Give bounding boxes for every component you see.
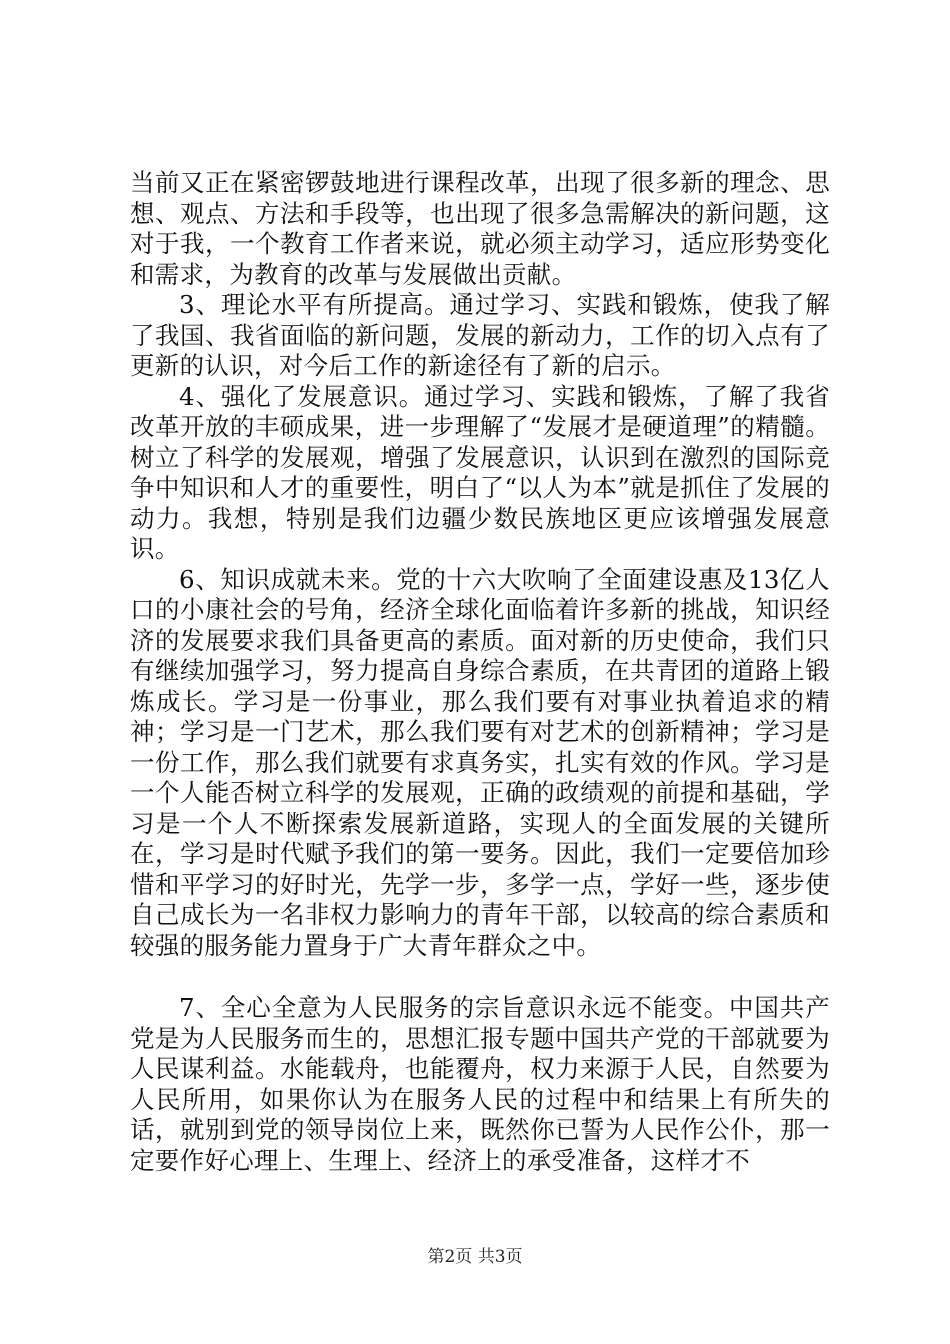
paragraph-3-theory-level: 3、理论水平有所提高。通过学习、实践和锻炼，使我了解了我国、我省面临的新问题，发展的新动力，工作的切入点有了更新的认识，对今后工作的新途径有了新的启示。 xyxy=(130,290,830,380)
paragraph-continuation: 当前又正在紧密锣鼓地进行课程改革，出现了很多新的理念、思想、观点、方法和手段等，也出现了很多急需解决的新问题，这对于我，一个教育工作者来说，就必须主动学习，适应形势变化和需求，为教育的改革与发展做出贡献。 xyxy=(130,168,830,289)
paragraph-6-knowledge-future: 6、知识成就未来。党的十六大吹响了全面建设惠及13亿人口的小康社会的号角，经济全球化面临着许多新的挑战，知识经济的发展要求我们具备更高的素质。面对新的历史使命，我们只有继续加强学习，努力提高自身综合素质，在共青团的道路上锻炼成长。学习是一份事业，那么我们要有对事业执着追求的精神；学习是一门艺术，那么我们要有对艺术的创新精神；学习是一份工作，那么我们就要有求真务实，扎实有效的作风。学习是一个人能否树立科学的发展观，正确的政绩观的前提和基础，学习是一个人不断探索发展新道路，实现人的全面发展的关键所在，学习是时代赋予我们的第一要务。因此，我们一定要倍加珍惜和平学习的好时光，先学一步，多学一点，学好一些，逐步使自己成长为一名非权力影响力的青年干部，以较高的综合素质和较强的服务能力置身于广大青年群众之中。 xyxy=(130,564,830,960)
page-number-footer: 第2页 共3页 xyxy=(427,1247,523,1267)
document-body xyxy=(130,168,830,1176)
paragraph-4-development-awareness: 4、强化了发展意识。通过学习、实践和锻炼，了解了我省改革开放的丰硕成果，进一步理解了“发展才是硬道理”的精髓。树立了科学的发展观，增强了发展意识，认识到在激烈的国际竞争中知识和人才的重要性，明白了“以人为本”就是抓住了发展的动力。我想，特别是我们边疆少数民族地区更应该增强发展意识。 xyxy=(130,381,830,563)
paragraph-7-serve-people: 7、全心全意为人民服务的宗旨意识永远不能变。中国共产党是为人民服务而生的，思想汇报专题中国共产党的干部就要为人民谋利益。水能载舟，也能覆舟，权力来源于人民，自然要为人民所用，如果你认为在服务人民的过程中和结果上有所失的话，就别到党的领导岗位上来，既然你已誓为人民作公仆，那一定要作好心理上、生理上、经济上的承受准备，这样才不 xyxy=(130,993,830,1175)
